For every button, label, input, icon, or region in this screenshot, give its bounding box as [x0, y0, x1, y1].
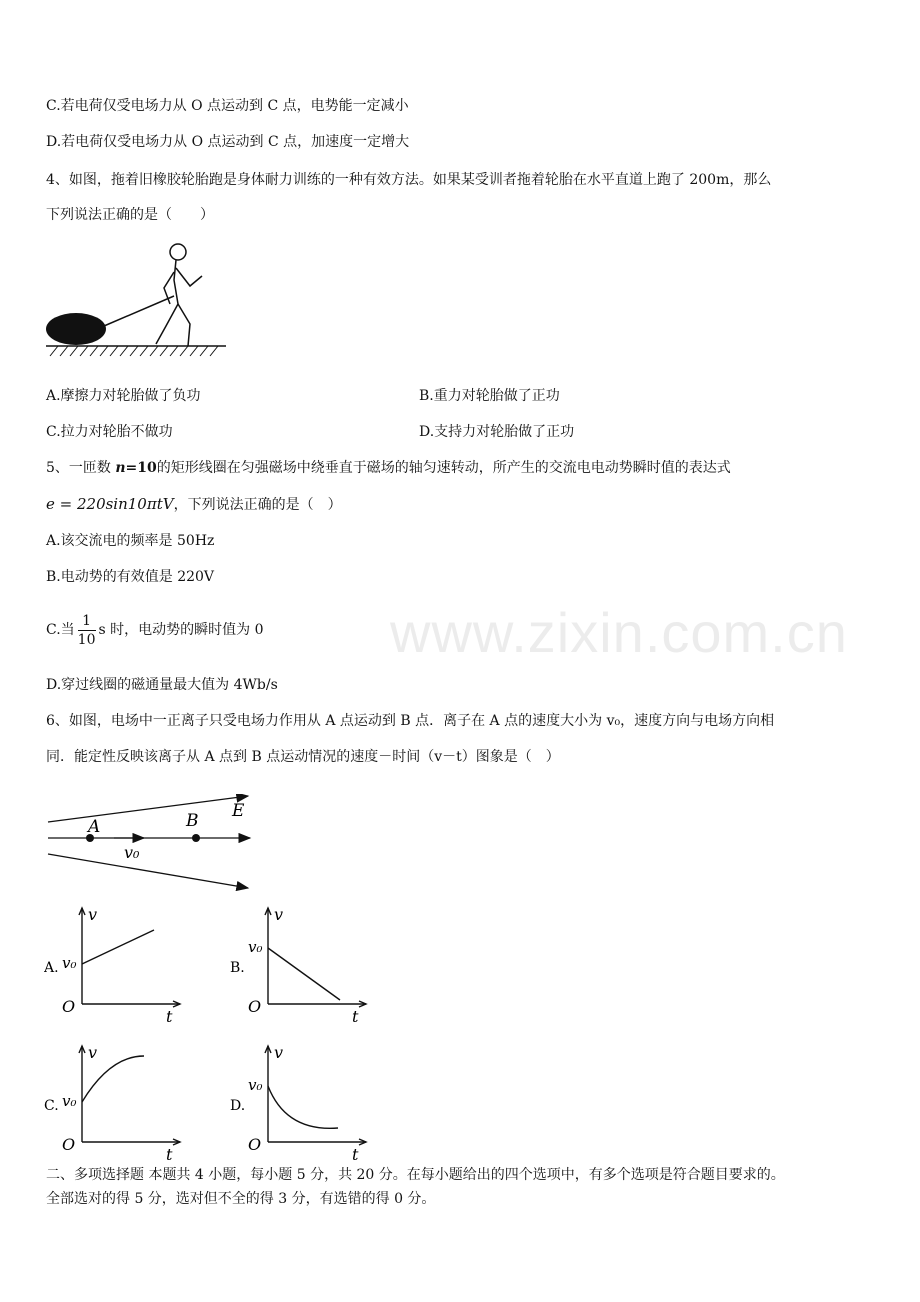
q5-formula-tail: ，下列说法正确的是（ ）	[173, 497, 342, 513]
v-axis-label: v	[274, 1043, 284, 1062]
graph-option-letter: B.	[230, 960, 245, 976]
q4-option-b: B.重力对轮胎做了正功	[419, 388, 560, 404]
origin-label: O	[248, 1135, 262, 1154]
velocity-curve	[82, 1056, 144, 1102]
vt-graph-d	[230, 1038, 390, 1164]
graph-option-letter: D.	[230, 1098, 246, 1114]
velocity-curve	[268, 1086, 338, 1128]
q5-fraction-numerator: 1	[78, 612, 96, 631]
v-axis-label: v	[88, 1043, 98, 1062]
v0-label: v₀	[62, 1092, 77, 1110]
v0-label: v₀	[248, 938, 263, 956]
tire-runner-figure	[46, 236, 228, 358]
q4-option-a: A.摩擦力对轮胎做了负功	[46, 388, 201, 404]
t-axis-label: t	[166, 1007, 173, 1026]
v0-label: v₀	[248, 1076, 263, 1094]
origin-label: O	[248, 997, 262, 1016]
q6-stem-line2: 同．能定性反映该离子从 A 点到 B 点运动情况的速度－时间（v－t）图象是（ ）	[46, 749, 560, 765]
origin-label: O	[62, 1135, 76, 1154]
q4-stem-line2: 下列说法正确的是（ ）	[46, 207, 214, 223]
q5-n-value: =10	[125, 460, 157, 476]
q6-stem-line1: 6、如图，电场中一正离子只受电场力作用从 A 点运动到 B 点．离子在 A 点的速度大小为 v₀，速度方向与电场方向相	[46, 713, 775, 729]
point-a-label: A	[88, 817, 101, 837]
t-axis-label: t	[352, 1007, 359, 1026]
q5-option-b: B.电动势的有效值是 220V	[46, 569, 215, 585]
field-e-label: E	[232, 801, 245, 821]
q5-fraction	[78, 612, 96, 649]
t-axis-label: t	[166, 1145, 173, 1164]
vt-graph-c	[44, 1038, 204, 1164]
q5-n-variable: n	[115, 460, 126, 476]
q5-option-d: D.穿过线圈的磁通量最大值为 4Wb/s	[46, 677, 278, 693]
graph-option-letter: C.	[44, 1098, 59, 1114]
graph-option-letter: A.	[44, 960, 59, 976]
q5-stem-rest: 的矩形线圈在匀强磁场中绕垂直于磁场的轴匀速转动，所产生的交流电电动势瞬时值的表达式	[156, 460, 731, 476]
q3-option-c: C.若电荷仅受电场力从 O 点运动到 C 点，电势能一定减小	[46, 98, 409, 114]
q4-option-c: C.拉力对轮胎不做功	[46, 424, 173, 440]
v0-label: v₀	[62, 954, 77, 972]
vt-graph-a	[44, 900, 204, 1026]
q5-stem-line1	[46, 458, 731, 478]
v-axis-label: v	[88, 905, 98, 924]
velocity-curve	[82, 930, 154, 964]
velocity-curve	[268, 948, 340, 1000]
q5-formula: e = 220sin10πtV	[46, 495, 174, 513]
section2-line2: 全部选对的得 5 分，选对但不全的得 3 分，有选错的得 0 分。	[46, 1191, 436, 1207]
electric-field-figure	[44, 794, 256, 896]
watermark: www.zixin.com.cn	[390, 601, 848, 664]
q3-option-d: D.若电荷仅受电场力从 O 点运动到 C 点，加速度一定增大	[46, 134, 410, 150]
q4-option-d: D.支持力对轮胎做了正功	[419, 424, 575, 440]
velocity-v0-label: v₀	[124, 843, 140, 862]
v-axis-label: v	[274, 905, 284, 924]
t-axis-label: t	[352, 1145, 359, 1164]
q5-option-a: A.该交流电的频率是 50Hz	[46, 533, 215, 549]
origin-label: O	[62, 997, 76, 1016]
q5-option-c	[46, 610, 264, 650]
q5-stem-line2	[46, 494, 342, 515]
q5-fraction-denominator: 10	[77, 631, 96, 648]
q5-option-c-prefix: C.当	[46, 622, 75, 638]
vt-graph-b	[230, 900, 390, 1026]
q5-stem-prefix: 5、一匝数	[46, 460, 116, 476]
q5-option-c-suffix: s 时，电动势的瞬时值为 0	[98, 622, 264, 638]
section2-line1: 二、多项选择题 本题共 4 小题，每小题 5 分，共 20 分。在每小题给出的四个选项中，有多个选项是符合题目要求的。	[46, 1167, 785, 1183]
point-b-label: B	[186, 811, 199, 831]
q4-stem-line1: 4、如图，拖着旧橡胶轮胎跑是身体耐力训练的一种有效方法。如果某受训者拖着轮胎在水平直道上跑了 200m，那么	[46, 172, 772, 188]
